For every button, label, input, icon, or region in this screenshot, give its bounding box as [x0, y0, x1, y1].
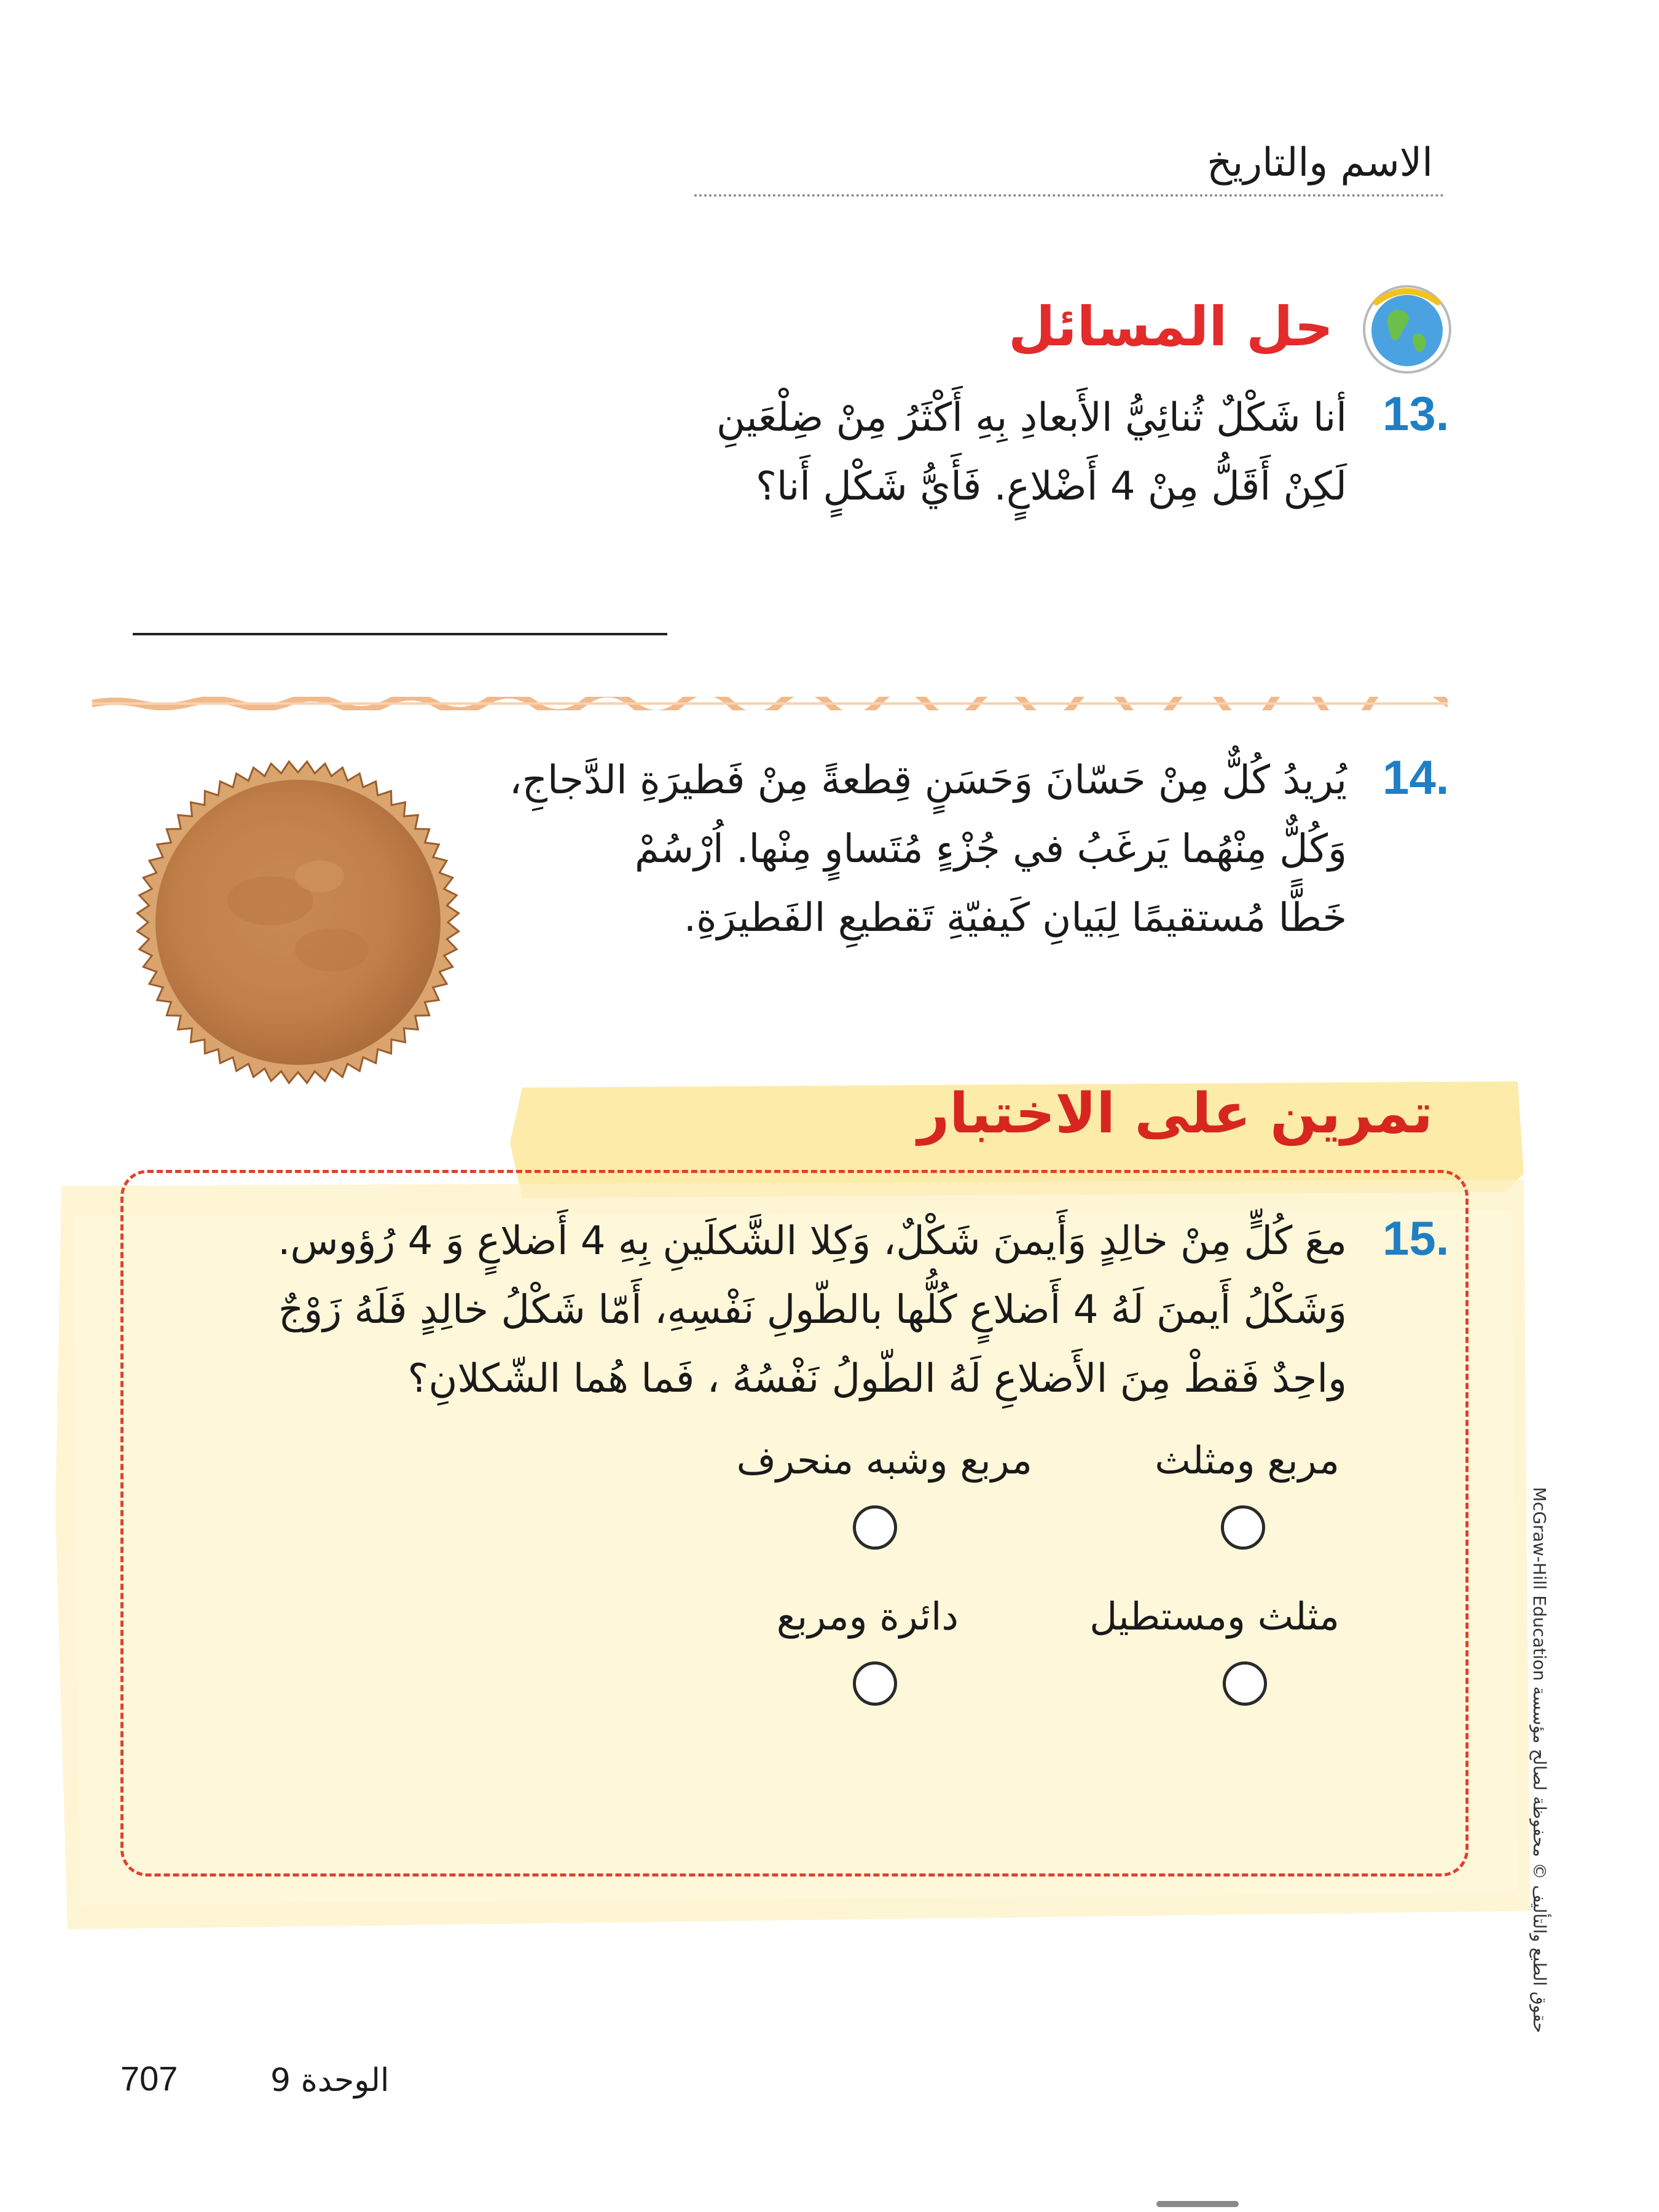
question-13-line: أنا شَكْلٌ ثُنائِيُّ الأَبعادِ بِهِ أَكْثَرُ مِنْ ضِلْعَينِ — [716, 395, 1347, 441]
copyright-credit — [1529, 1487, 1552, 2033]
unit-label: الوحدة 9 — [270, 2062, 390, 2099]
question-15-text — [149, 1207, 1347, 1413]
question-15-line: وَشَكْلُ أَيمنَ لَهُ 4 أَضلاعٍ كُلُّها بالطّولِ نَفْسِهِ، أَمّا شَكْلُ خالِدٍ فَلَهُ زَوْجٌ — [278, 1287, 1347, 1333]
question-number-14: 14. — [1382, 750, 1449, 804]
question-14-line: يُريدُ كُلٌّ مِنْ حَسّانَ وَحَسَنٍ قِطعةً مِنْ فَطيرَةِ الدَّجاجِ، — [509, 758, 1347, 803]
option-radio-c[interactable] — [1223, 1661, 1267, 1706]
option-label-c: مثلث ومستطيل — [1089, 1594, 1339, 1639]
pie-crust-icon[interactable] — [135, 759, 461, 1085]
question-13-text — [487, 383, 1347, 521]
question-number-15: 15. — [1382, 1211, 1449, 1265]
section-divider — [92, 697, 1448, 710]
option-label-b: مربع وشبه منحرف — [736, 1438, 1032, 1483]
question-15-line: معَ كُلٍّ مِنْ خالِدٍ وَأَيمنَ شَكْلٌ، وَكِلا الشَّكلَينِ بِهِ 4 أَضلاعٍ وَ 4 رُؤوس. — [278, 1218, 1347, 1264]
question-number-13: 13. — [1382, 386, 1449, 441]
section-title-test-practice: تمرين على الاختبار — [917, 1081, 1433, 1146]
copyright-credit-text: حقوق الطبع والتأليف © محفوظة لصالح مؤسسة McGraw-Hill Education — [1529, 1487, 1550, 2033]
question-14-text — [425, 746, 1347, 952]
name-date-label: الاسم والتاريخ — [1207, 140, 1433, 186]
question-14-line: وَكُلٌّ مِنْهُما يَرغَبُ في جُزْءٍ مُتَساوٍ مِنْها. اُرْسُمْ — [634, 826, 1347, 872]
option-label-a: مربع ومثلث — [1155, 1438, 1339, 1483]
option-radio-a[interactable] — [1221, 1505, 1265, 1550]
page-number: 707 — [120, 2059, 178, 2098]
option-radio-b[interactable] — [853, 1505, 897, 1550]
scroll-indicator[interactable] — [1156, 2201, 1239, 2207]
question-15-line: واحِدٌ فَقطْ مِنَ الأَضلاعِ لَهُ الطّولُ نَفْسُهُ ، فَما هُما الشّكلانِ؟ — [407, 1356, 1347, 1402]
section-title-problem-solving: حل المسائل — [1008, 295, 1333, 358]
answer-line-13[interactable] — [133, 633, 667, 635]
name-date-line[interactable] — [694, 194, 1444, 197]
globe-icon — [1358, 278, 1456, 376]
option-radio-d[interactable] — [853, 1661, 897, 1706]
question-13-line: لَكِنْ أَقَلُّ مِنْ 4 أَضْلاعٍ. فَأَيُّ شَكْلٍ أَنا؟ — [755, 464, 1347, 509]
question-14-line: خَطًّا مُستقيمًا لِبَيانِ كَيفيّةِ تَقطيعِ الفَطيرَةِ. — [683, 895, 1347, 941]
option-label-d: دائرة ومربع — [776, 1594, 959, 1639]
